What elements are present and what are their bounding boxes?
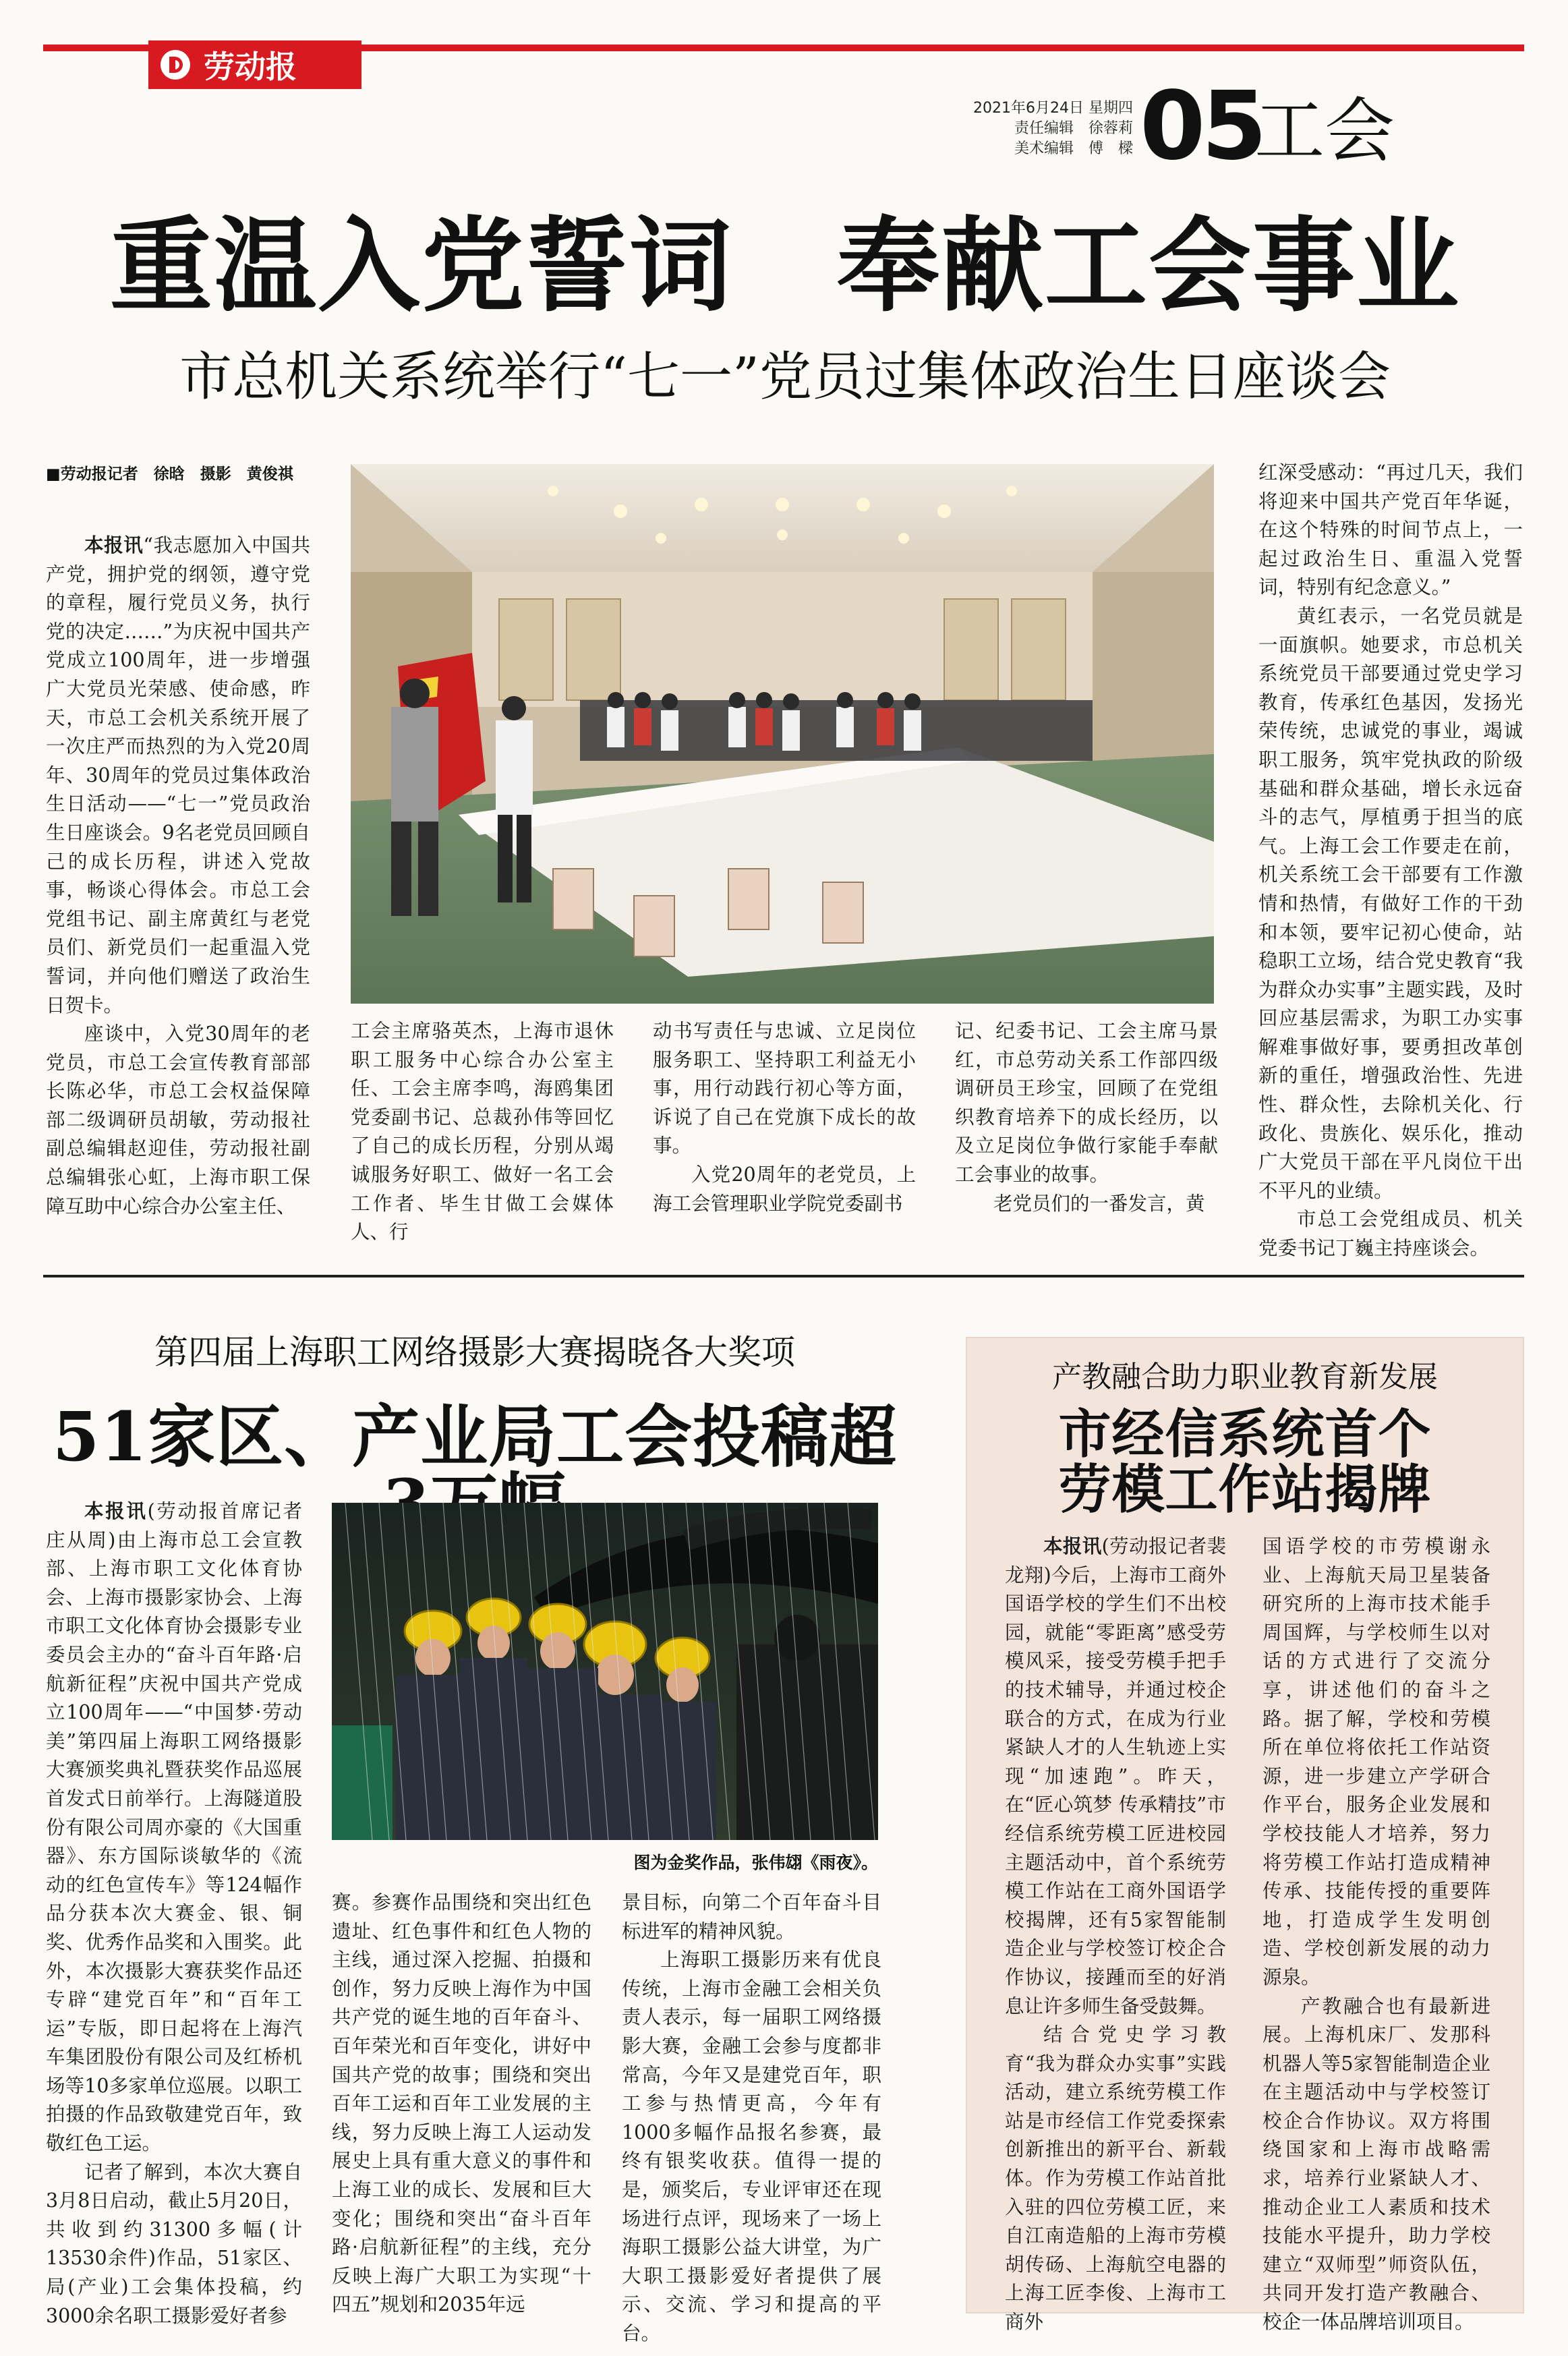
article3-column-1 (1005, 1532, 1226, 2337)
article3-paragraph: (劳动报记者裴龙翔)今后，上海市工商外国语学校的学生们不出校园，就能“零距离”感受劳模风采，接受劳模手把手的技术辅导，并通过校企联合的方式，在成为行业紧缺人才的人生轨迹上实现“加速跑”。昨天，在“匠心筑梦 传承精技”市经信系统劳模工匠进校园主题活动中，首个系统劳模工作站在工商外国语学校揭牌，还有5家智能制造企业与学校签订校企合作协议，接踵而至的好消息让许多师生备受鼓舞。 (1005, 1535, 1226, 2017)
article2-column-2 (332, 1889, 591, 2320)
article1-paragraph: 市总工会党组成员、机关党委书记丁巍主持座谈会。 (1258, 1208, 1523, 1260)
logo-icon (161, 50, 190, 80)
article2-paragraph: 景目标，向第二个百年奋斗目标进军的精神风貌。 (622, 1891, 881, 1943)
article1-paragraph: 工会主席骆英杰，上海市退休职工服务中心综合办公室主任、工会主席李鸣，海鸥集团党委副书记、总裁孙伟等回忆了自己的成长历程，分别从竭诚服务好职工、做好一名工会工作者、毕生甘做工会媒体人、行 (351, 1020, 614, 1244)
main-subheadline: 市总机关系统举行“七一”党员过集体政治生日座谈会 (179, 347, 1391, 407)
article1-column-1 (46, 531, 310, 1221)
top-rule-left (43, 45, 148, 51)
issue-meta (877, 98, 1133, 159)
section-name: 工会 (1254, 90, 1395, 172)
article1-paragraph: 座谈中，入党30周年的老党员，市总工会宣传教育部部长陈必华，市总工会权益保障部二级调研员胡敏，劳动报社副总编辑赵迎佳，劳动报社副总编辑张心虹，上海市职工保障互助中心综合办公室主任、 (46, 1023, 310, 1217)
meeting-photo (351, 464, 1214, 1004)
article2-kicker: 第四届上海职工网络摄影大赛揭晓各大奖项 (154, 1333, 795, 1372)
top-rule-right (361, 45, 1524, 51)
article1-lead-tag: 本报讯 (84, 534, 144, 556)
article2-paragraph: 赛。参赛作品围绕和突出红色遗址、红色事件和红色人物的主线，通过深入挖掘、拍摄和创作，努力反映上海作为中国共产党的诞生地的百年奋斗、百年荣光和百年变化，讲好中国共产党的故事；围绕和突出百年工运和百年工业发展的主线，努力反映上海工人运动发展史上具有重大意义的事件和上海工业的成长、发展和巨大变化；围绕和突出“奋斗百年路·启航新征程”的主线，充分反映上海广大职工为实现“十四五”规划和2035年远 (332, 1891, 591, 2316)
article1-column-3 (653, 1017, 916, 1218)
meeting-photo-image (351, 464, 1214, 1004)
article1-paragraph: “我志愿加入中国共产党，拥护党的纲领，遵守党的章程，履行党员义务，执行党的决定……”为庆祝中国共产党成立100周年，进一步增强广大党员光荣感、使命感，昨天，市总工会机关系统开展了一次庄严而热烈的为入党20周年、30周年的党员过集体政治生日活动——“七一”党员政治生日座谈会。9名老党员回顾自己的成长历程，讲述入党故事，畅谈心得体会。市总工会党组书记、副主席黄红与老党员们、新党员们一起重温入党誓词，并向他们赠送了政治生日贺卡。 (46, 534, 310, 1016)
rain-night-photo (332, 1503, 878, 1840)
article3-headline-line2: 劳模工作站揭牌 (1058, 1459, 1432, 1520)
article2-headline: 51家区、产业局工会投稿超 (52, 1397, 898, 1476)
article1-column-5 (1258, 459, 1523, 1263)
article1-byline: ■劳动报记者 徐晗 摄影 黄俊祺 (46, 465, 293, 483)
article1-column-4 (955, 1017, 1218, 1218)
article3-paragraph: 产教融合也有最新进展。上海机床厂、发那科机器人等5家智能制造企业在主题活动中与学校签订校企合作协议。双方将围绕国家和上海市战略需求，培养行业紧缺人才、推动企业工人素质和技术技能水平提升，助力学校建立“双师型”师资队伍，共同开发打造产教融合、校企一体品牌培训项目。 (1262, 1994, 1490, 2334)
article2-paragraph: (劳动报首席记者庄从周)由上海市总工会宣教部、上海市职工文化体育协会、上海市摄影家协会、上海市职工文化体育协会摄影专业委员会主办的“奋斗百年路·启航新征程”庆祝中国共产党成立100周年——“中国梦·劳动美”第四届上海职工网络摄影大赛颁奖典礼暨获奖作品巡展首发式日前举行。上海隧道股份有限公司周亦豪的《大国重器》、东方国际谈敏华的《流动的红色宣传车》等124幅作品分获本次大赛金、银、铜奖、优秀作品奖和入围奖。此外，本次摄影大赛获奖作品还专辟“建党百年”和“百年工运”专版，即日起将在上海汽车集团股份有限公司及红桥机场等10多家单位巡展。以职工拍摄的作品致敬建党百年，致敬红色工运。 (46, 1500, 302, 2155)
article2-column-1 (46, 1497, 302, 2330)
rain-night-photo-image (332, 1503, 878, 1840)
article3-kicker: 产教融合助力职业教育新发展 (1052, 1360, 1438, 1394)
article3-paragraph: 结合党史学习教育“我为群众办实事”实践活动，建立系统劳模工作站是市经信工作党委探索创新推出的新平台、新载体。作为劳模工作站首批入驻的四位劳模工匠，来自江南造船的上海市劳模胡传砀、上海航空电器的上海工匠李俊、上海市工商外 (1005, 2023, 1226, 2334)
main-headline: 重温入党誓词 奉献工会事业 (110, 205, 1460, 326)
art-editor-credit: 美术编辑 傅 樑 (1014, 140, 1133, 157)
paper-logo (148, 40, 361, 89)
article1-paragraph: 红深受感动：“再过几天，我们将迎来中国共产党百年华诞，在这个特殊的时间节点上，一起过政治生日、重温入党誓词，特别有纪念意义。” (1258, 461, 1523, 599)
article1-paragraph: 动书写责任与忠诚、立足岗位服务职工、坚持职工利益无小事，用行动践行初心等方面，诉说了自己在党旗下成长的故事。 (653, 1020, 916, 1157)
article1-paragraph: 老党员们的一番发言，黄 (993, 1192, 1205, 1215)
article1-column-2 (351, 1017, 614, 1247)
article2-lead-tag: 本报讯 (84, 1500, 148, 1522)
article1-paragraph: 记、纪委书记、工会主席马景红，市总劳动关系工作部四级调研员王珍宝，回顾了在党组织教育培养下的成长经历，以及立足岗位争做行家能手奉献工会事业的故事。 (955, 1020, 1218, 1186)
photo-caption: 图为金奖作品，张伟翃《雨夜》。 (633, 1853, 878, 1872)
article1-paragraph: 黄红表示，一名党员就是一面旗帜。她要求，市总机关系统党员干部要通过党史学习教育，传承红色基因，发扬光荣传统，忠诚党的事业，竭诚职工服务，筑牢党执政的阶级基础和群众基础，增长永远奋斗的志气，厚植勇于担当的底气。上海工会工作要走在前，机关系统工会干部要有工作激情和热情，有做好工作的干劲和本领，要牢记初心使命，站稳职工立场，结合党史教育“我为群众办实事”主题实践，及时回应基层需求，为职工办实事解难事做好事，要勇担改革创新的重任，增强政治性、先进性、群众性，去除机关化、行政化、贵族化、娱乐化，推动广大党员干部在平凡岗位干出不平凡的业绩。 (1258, 604, 1523, 1202)
article3-lead-tag: 本报讯 (1043, 1535, 1102, 1557)
paper-name: 劳动报 (204, 49, 297, 85)
article3-paragraph: 国语学校的市劳模谢永业、上海航天局卫星装备研究所的上海市技术能手周国辉，与学校师生以对话的方式进行了交流分享，讲述他们的奋斗之路。据了解，学校和劳模所在单位将依托工作站资源，进一步建立产学研合作平台，服务企业发展和学校技能人才培养，努力将劳模工作站打造成精神传承、技能传授的重要阵地，打造成学生发明创造、学校创新发展的动力源泉。 (1262, 1535, 1490, 1988)
article2-paragraph: 记者了解到，本次大赛自3月8日启动，截止5月20日，共收到约31300多幅(计13530余件)作品，51家区、局(产业)工会集体投稿，约3000余名职工摄影爱好者参 (46, 2160, 302, 2327)
article3-column-2 (1262, 1532, 1490, 2337)
issue-date: 2021年6月24日 星期四 (973, 100, 1133, 117)
section-divider (43, 1275, 1524, 1277)
article1-paragraph: 入党20周年的老党员，上海工会管理职业学院党委副书 (653, 1163, 916, 1215)
article2-paragraph: 上海职工摄影历来有优良传统，上海市金融工会相关负责人表示，每一届职工网络摄影大赛，金融工会参与度都非常高，今年又是建党百年，职工参与热情更高，今年有1000多幅作品报名参赛，最终有银奖收获。值得一提的是，颁奖后，专业评审还在现场进行点评，现场来了一场上海职工摄影公益大讲堂，为广大职工摄影爱好者提供了展示、交流、学习和提高的平台。 (622, 1949, 881, 2345)
article3-headline-line1: 市经信系统首个 (1058, 1404, 1432, 1465)
editor-credit: 责任编辑 徐蓉莉 (1014, 120, 1133, 137)
article2-column-3 (622, 1889, 881, 2349)
page-number: 05 (1140, 71, 1263, 181)
